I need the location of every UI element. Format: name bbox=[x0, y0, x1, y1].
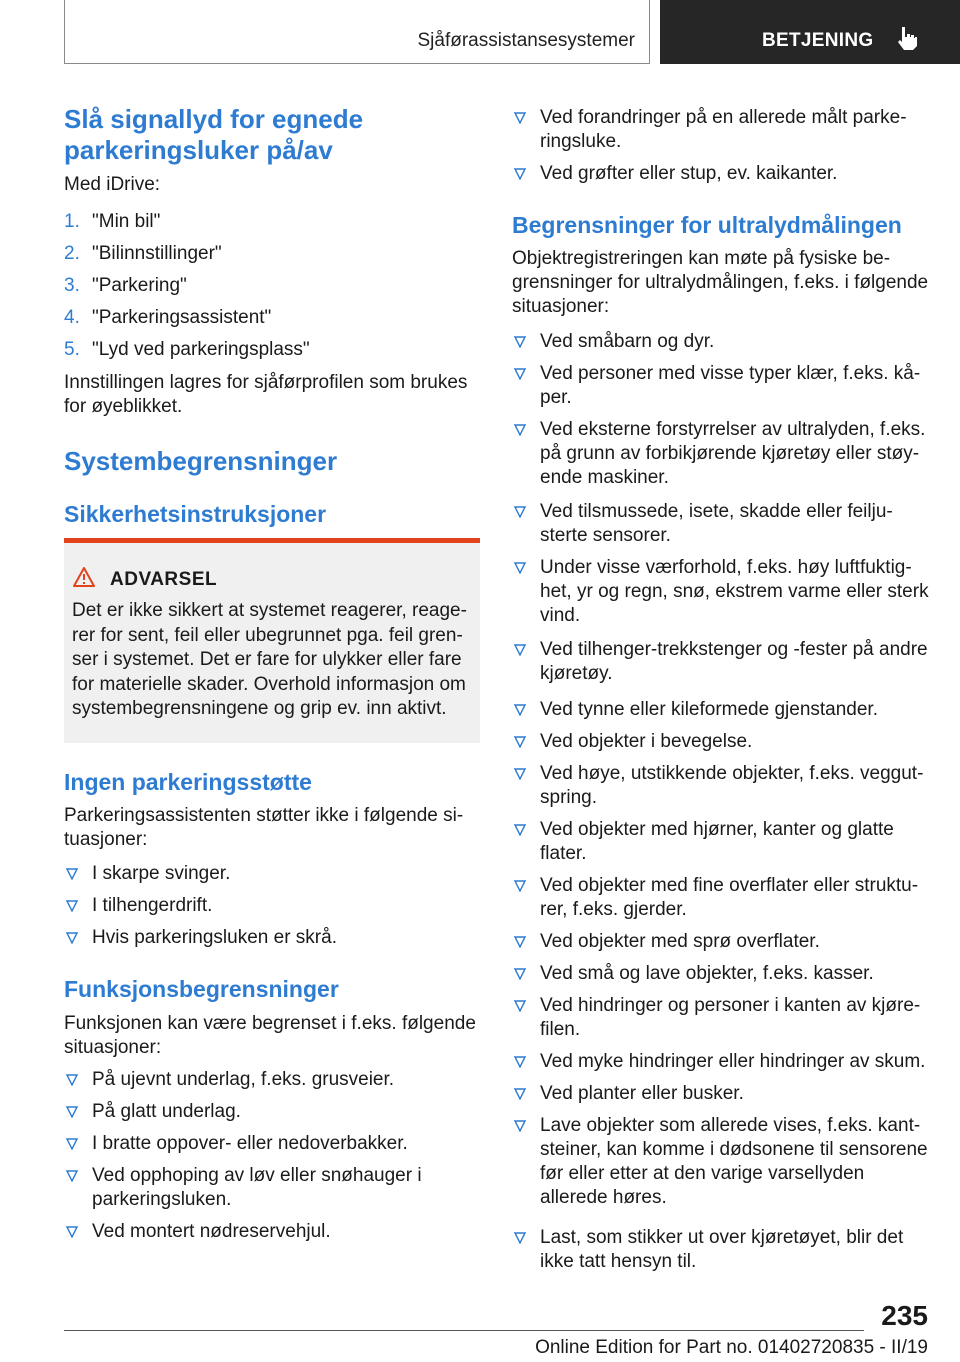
hand-pointer-icon bbox=[896, 25, 918, 51]
bullet-triangle-icon bbox=[66, 1138, 78, 1150]
bullet-triangle-icon bbox=[66, 1106, 78, 1118]
bullet-triangle-icon bbox=[514, 880, 526, 892]
bullet-text: Hvis parkeringsluken er skrå. bbox=[92, 927, 337, 948]
warning-body: Det er ikke sikkert at systemet reagerer, reagerer for sent, feil eller ubegrunnet pga. feil grenser i systemet. Det er fare for ulykker eller fare for materielle skader. Overhold informasjon om systembegrensningene og grip ev. inn aktivt. bbox=[72, 600, 467, 719]
step-number: 3. bbox=[64, 275, 80, 296]
bullet-text: Ved planter eller busker. bbox=[540, 1083, 744, 1104]
bullet-text: Ved objekter med sprø overflater. bbox=[540, 931, 820, 952]
bullet-triangle-icon bbox=[66, 1074, 78, 1086]
heading-sound-toggle: Slå signallyd for egnede parkeringsluker på/av bbox=[64, 104, 364, 165]
step-number: 1. bbox=[64, 211, 80, 232]
bullet-text: Ved tynne eller kileformede gjenstander. bbox=[540, 699, 878, 720]
warning-title: ADVARSEL bbox=[110, 569, 218, 590]
warning-box bbox=[64, 538, 480, 743]
step-text: "Bilinnstillinger" bbox=[92, 243, 222, 264]
function-limits-intro: Funksjonen kan være begrenset i f.eks. følgende situasjoner: bbox=[64, 1013, 476, 1058]
bullet-triangle-icon bbox=[66, 868, 78, 880]
bullet-triangle-icon bbox=[514, 1232, 526, 1244]
bullet-text: Last, som stikker ut over kjøretøyet, blir det ikke tatt hensyn til. bbox=[540, 1227, 904, 1272]
bullet-triangle-icon bbox=[514, 112, 526, 124]
bullet-text: I bratte oppover- eller nedoverbakker. bbox=[92, 1133, 408, 1154]
header-section-tab bbox=[64, 0, 650, 64]
bullet-triangle-icon bbox=[514, 336, 526, 348]
ultrasound-intro: Objektregistreringen kan møte på fysiske begrensninger for ultralydmålingen, f.eks. i følgende situasjoner: bbox=[512, 248, 929, 317]
heading-function-limits: Funksjonsbegrensninger bbox=[64, 976, 339, 1002]
bullet-triangle-icon bbox=[514, 1120, 526, 1132]
step-text: "Min bil" bbox=[92, 211, 161, 232]
heading-no-parking-support: Ingen parkeringsstøtte bbox=[64, 769, 312, 795]
bullet-text: Ved myke hindringer eller hindringer av skum. bbox=[540, 1051, 926, 1072]
bullet-text: Ved objekter i bevegelse. bbox=[540, 731, 753, 752]
bullet-triangle-icon bbox=[514, 168, 526, 180]
bullet-triangle-icon bbox=[514, 368, 526, 380]
bullet-triangle-icon bbox=[514, 562, 526, 574]
bullet-text: På glatt underlag. bbox=[92, 1101, 241, 1122]
bullet-text: På ujevnt underlag, f.eks. grusveier. bbox=[92, 1069, 395, 1090]
bullet-text: Ved små og lave objekter, f.eks. kasser. bbox=[540, 963, 874, 984]
bullet-triangle-icon bbox=[514, 424, 526, 436]
heading-ultrasound-limits: Begrensninger for ultralydmålingen bbox=[512, 212, 902, 238]
bullet-triangle-icon bbox=[66, 1226, 78, 1238]
no-support-intro: Parkeringsassistenten støtter ikke i følgende situasjoner: bbox=[64, 805, 464, 850]
step-number: 2. bbox=[64, 243, 80, 264]
bullet-triangle-icon bbox=[514, 704, 526, 716]
heading-system-limits: Systembegrensninger bbox=[64, 446, 338, 476]
bullet-triangle-icon bbox=[66, 932, 78, 944]
bullet-triangle-icon bbox=[514, 1088, 526, 1100]
step-number: 4. bbox=[64, 307, 80, 328]
bullet-text: Ved forandringer på en allerede målt parkeringsluke. bbox=[540, 107, 907, 152]
bullet-text: Ved eksterne forstyrrelser av ultralyden, f.eks. på grunn av forbikjørende kjøretøy eller støyende maskiner. bbox=[540, 419, 926, 488]
bullet-triangle-icon bbox=[66, 1170, 78, 1182]
header-chapter-title: BETJENING bbox=[762, 30, 874, 51]
step-text: "Lyd ved parkeringsplass" bbox=[92, 339, 310, 360]
bullet-triangle-icon bbox=[514, 768, 526, 780]
bullet-text: Ved tilsmussede, isete, skadde eller feiljusterte sensorer. bbox=[540, 501, 893, 546]
step-number: 5. bbox=[64, 339, 80, 360]
bullet-text: I tilhengerdrift. bbox=[92, 895, 213, 916]
step-text: "Parkeringsassistent" bbox=[92, 307, 272, 328]
bullet-text: Ved grøfter eller stup, ev. kaikanter. bbox=[540, 163, 838, 184]
bullet-text: Ved småbarn og dyr. bbox=[540, 331, 715, 352]
settings-saved-note: Innstillingen lagres for sjåførprofilen som brukes for øyeblikket. bbox=[64, 372, 468, 417]
bullet-text: Ved montert nødreservehjul. bbox=[92, 1221, 331, 1242]
bullet-text: Ved opphoping av løv eller snøhauger i parkeringsluken. bbox=[92, 1165, 422, 1210]
idrive-label: Med iDrive: bbox=[64, 174, 161, 195]
bullet-triangle-icon bbox=[514, 968, 526, 980]
footer-divider bbox=[64, 1330, 864, 1331]
bullet-text: Ved høye, utstikkende objekter, f.eks. veggutspring. bbox=[540, 763, 924, 808]
bullet-text: Under visse værforhold, f.eks. høy luftfuktighet, yr og regn, snø, ekstrem varme eller sterk vind. bbox=[540, 557, 929, 626]
bullet-triangle-icon bbox=[514, 1000, 526, 1012]
page-number: 235 bbox=[881, 1300, 928, 1331]
bullet-triangle-icon bbox=[514, 736, 526, 748]
footer-edition: Online Edition for Part no. 01402720835 - II/19 bbox=[535, 1337, 928, 1358]
bullet-text: Ved objekter med fine overflater eller strukturer, f.eks. gjerder. bbox=[540, 875, 919, 920]
warning-triangle-icon bbox=[72, 566, 96, 588]
bullet-text: Ved tilhenger-trekkstenger og -fester på andre kjøretøy. bbox=[540, 639, 928, 684]
bullet-triangle-icon bbox=[514, 506, 526, 518]
bullet-triangle-icon bbox=[66, 900, 78, 912]
bullet-text: Ved hindringer og personer i kanten av kjørefilen. bbox=[540, 995, 921, 1040]
step-text: "Parkering" bbox=[92, 275, 187, 296]
header-chapter-tab bbox=[660, 0, 960, 64]
bullet-triangle-icon bbox=[514, 1056, 526, 1068]
bullet-text: Lave objekter som allerede vises, f.eks. kantsteiner, kan komme i dødsonene til sensorene før eller etter at den varige varsellyden allerede høres. bbox=[540, 1115, 928, 1208]
bullet-text: I skarpe svinger. bbox=[92, 863, 231, 884]
header-section-title: Sjåførassistansesystemer bbox=[417, 30, 635, 51]
bullet-text: Ved objekter med hjørner, kanter og glatte flater. bbox=[540, 819, 894, 864]
bullet-triangle-icon bbox=[514, 644, 526, 656]
bullet-text: Ved personer med visse typer klær, f.eks. kåper. bbox=[540, 363, 921, 408]
heading-safety-instructions: Sikkerhetsinstruksjoner bbox=[64, 501, 327, 527]
bullet-triangle-icon bbox=[514, 824, 526, 836]
bullet-triangle-icon bbox=[514, 936, 526, 948]
